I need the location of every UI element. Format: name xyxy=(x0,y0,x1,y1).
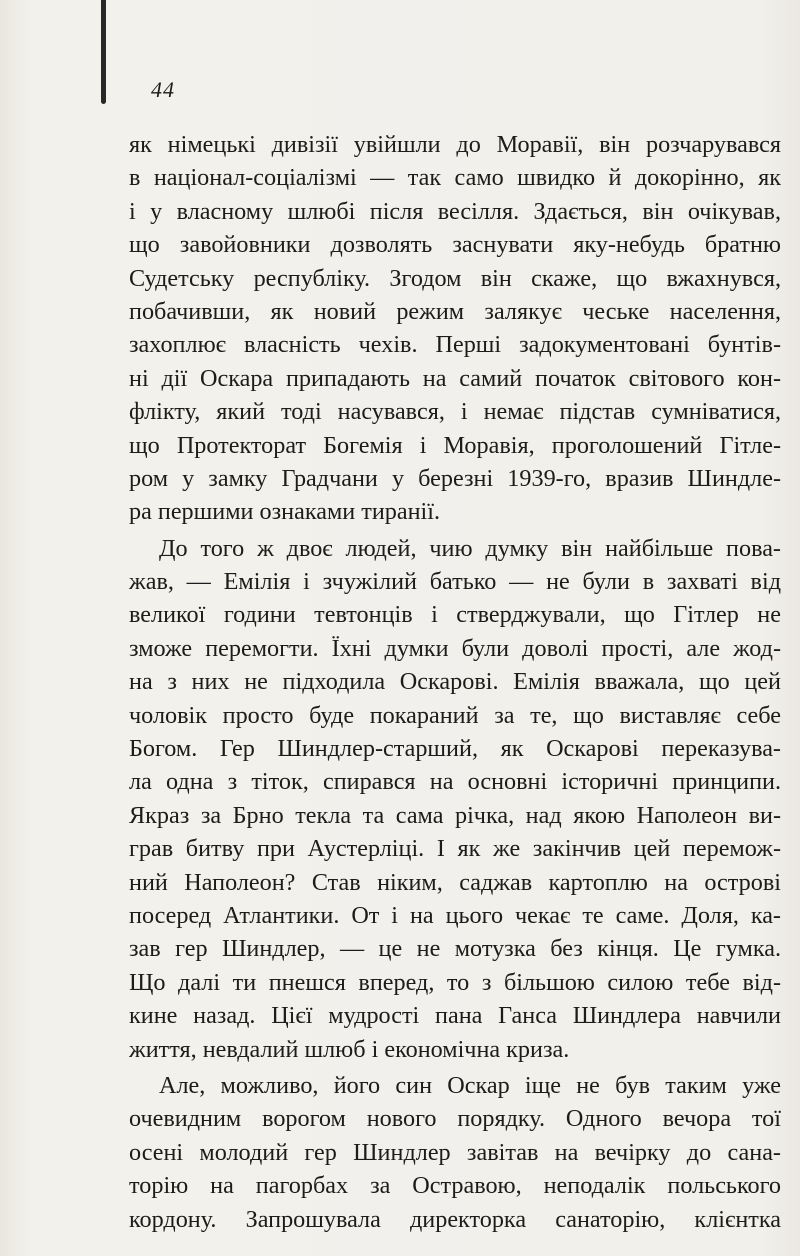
text-line: побачивши, як новий режим залякує чеське населення, xyxy=(129,297,781,325)
binding-shadow xyxy=(101,0,106,104)
text-line: торію на пагорбах за Остравою, неподалік польського xyxy=(129,1172,781,1200)
text-line: чоловік просто буде покараний за те, що виставляє себе xyxy=(129,701,781,729)
text-line: ла одна з тіток, спирався на основні історичні принципи. xyxy=(129,768,781,796)
text-line: що завойовники дозволять заснувати яку-небудь братню xyxy=(129,231,781,259)
text-line: Судетську республіку. Згодом він скаже, що вжахнувся, xyxy=(129,264,781,292)
text-line: кине назад. Цієї мудрості пана Ганса Шиндлера навчили xyxy=(129,1002,781,1030)
text-line: Але, можливо, його син Оскар іще не був таким уже xyxy=(159,1071,781,1099)
text-line: зможе перемогти. Їхні думки були доволі прості, але жод- xyxy=(129,634,781,662)
text-line: як німецькі дивізії увійшли до Моравії, він розчарувався xyxy=(129,131,781,158)
text-line: що Протекторат Богемія і Моравія, проголошений Гітле- xyxy=(129,431,781,459)
paragraph xyxy=(129,532,781,1066)
text-line: посеред Атлантики. От і на цього чекає те саме. Доля, ка- xyxy=(129,901,781,929)
text-line: флікту, який тоді насувався, і немає підстав сумніватися, xyxy=(129,398,781,426)
text-line: захоплює власність чехів. Перші задокументовані бунтів- xyxy=(129,331,781,359)
text-line: і у власному шлюбі після весілля. Здається, він очікував, xyxy=(129,197,781,225)
text-line: ра першими ознаками тиранії. xyxy=(129,498,441,526)
text-line: життя, невдалий шлюб і економічна криза. xyxy=(129,1035,570,1063)
paragraph xyxy=(129,1069,781,1236)
text-line: До того ж двоє людей, чию думку він найбільше пова- xyxy=(159,534,781,562)
text-line: великої години тевтонців і стверджували, що Гітлер не xyxy=(129,601,781,629)
text-line: Якраз за Брно текла та сама річка, над якою Наполеон ви- xyxy=(129,801,781,829)
text-line: ні дії Оскара припадають на самий початок світового кон- xyxy=(129,364,781,392)
text-line: очевидним ворогом нового порядку. Одного вечора тої xyxy=(129,1105,781,1133)
paragraph xyxy=(129,128,781,529)
text-line: ний Наполеон? Став ніким, саджав картоплю на острові xyxy=(129,868,781,896)
text-line: кордону. Запрошувала директорка санаторію, клієнтка xyxy=(129,1205,781,1233)
text-line: на з них не підходила Оскарові. Емілія вважала, що цей xyxy=(129,668,781,696)
text-line: в націонал-соціалізмі — так само швидко й докорінно, як xyxy=(129,164,781,192)
body-text xyxy=(129,128,781,1236)
page-number: 44 xyxy=(151,77,175,102)
text-line: грав битву при Аустерліці. І як же закінчив цей перемож- xyxy=(129,835,781,863)
text-line: осені молодий гер Шиндлер завітав на вечірку до сана- xyxy=(129,1138,781,1166)
text-line: зав гер Шиндлер, — це не мотузка без кінця. Це гумка. xyxy=(129,935,781,963)
text-line: Богом. Гер Шиндлер-старший, як Оскарові переказува- xyxy=(129,735,781,763)
text-line: ром у замку Градчани у березні 1939-го, вразив Шиндле- xyxy=(129,464,781,492)
text-line: Що далі ти пнешся вперед, то з більшою силою тебе від- xyxy=(129,968,781,996)
text-line: жав, — Емілія і зчужілий батько — не були в захваті від xyxy=(129,568,781,596)
